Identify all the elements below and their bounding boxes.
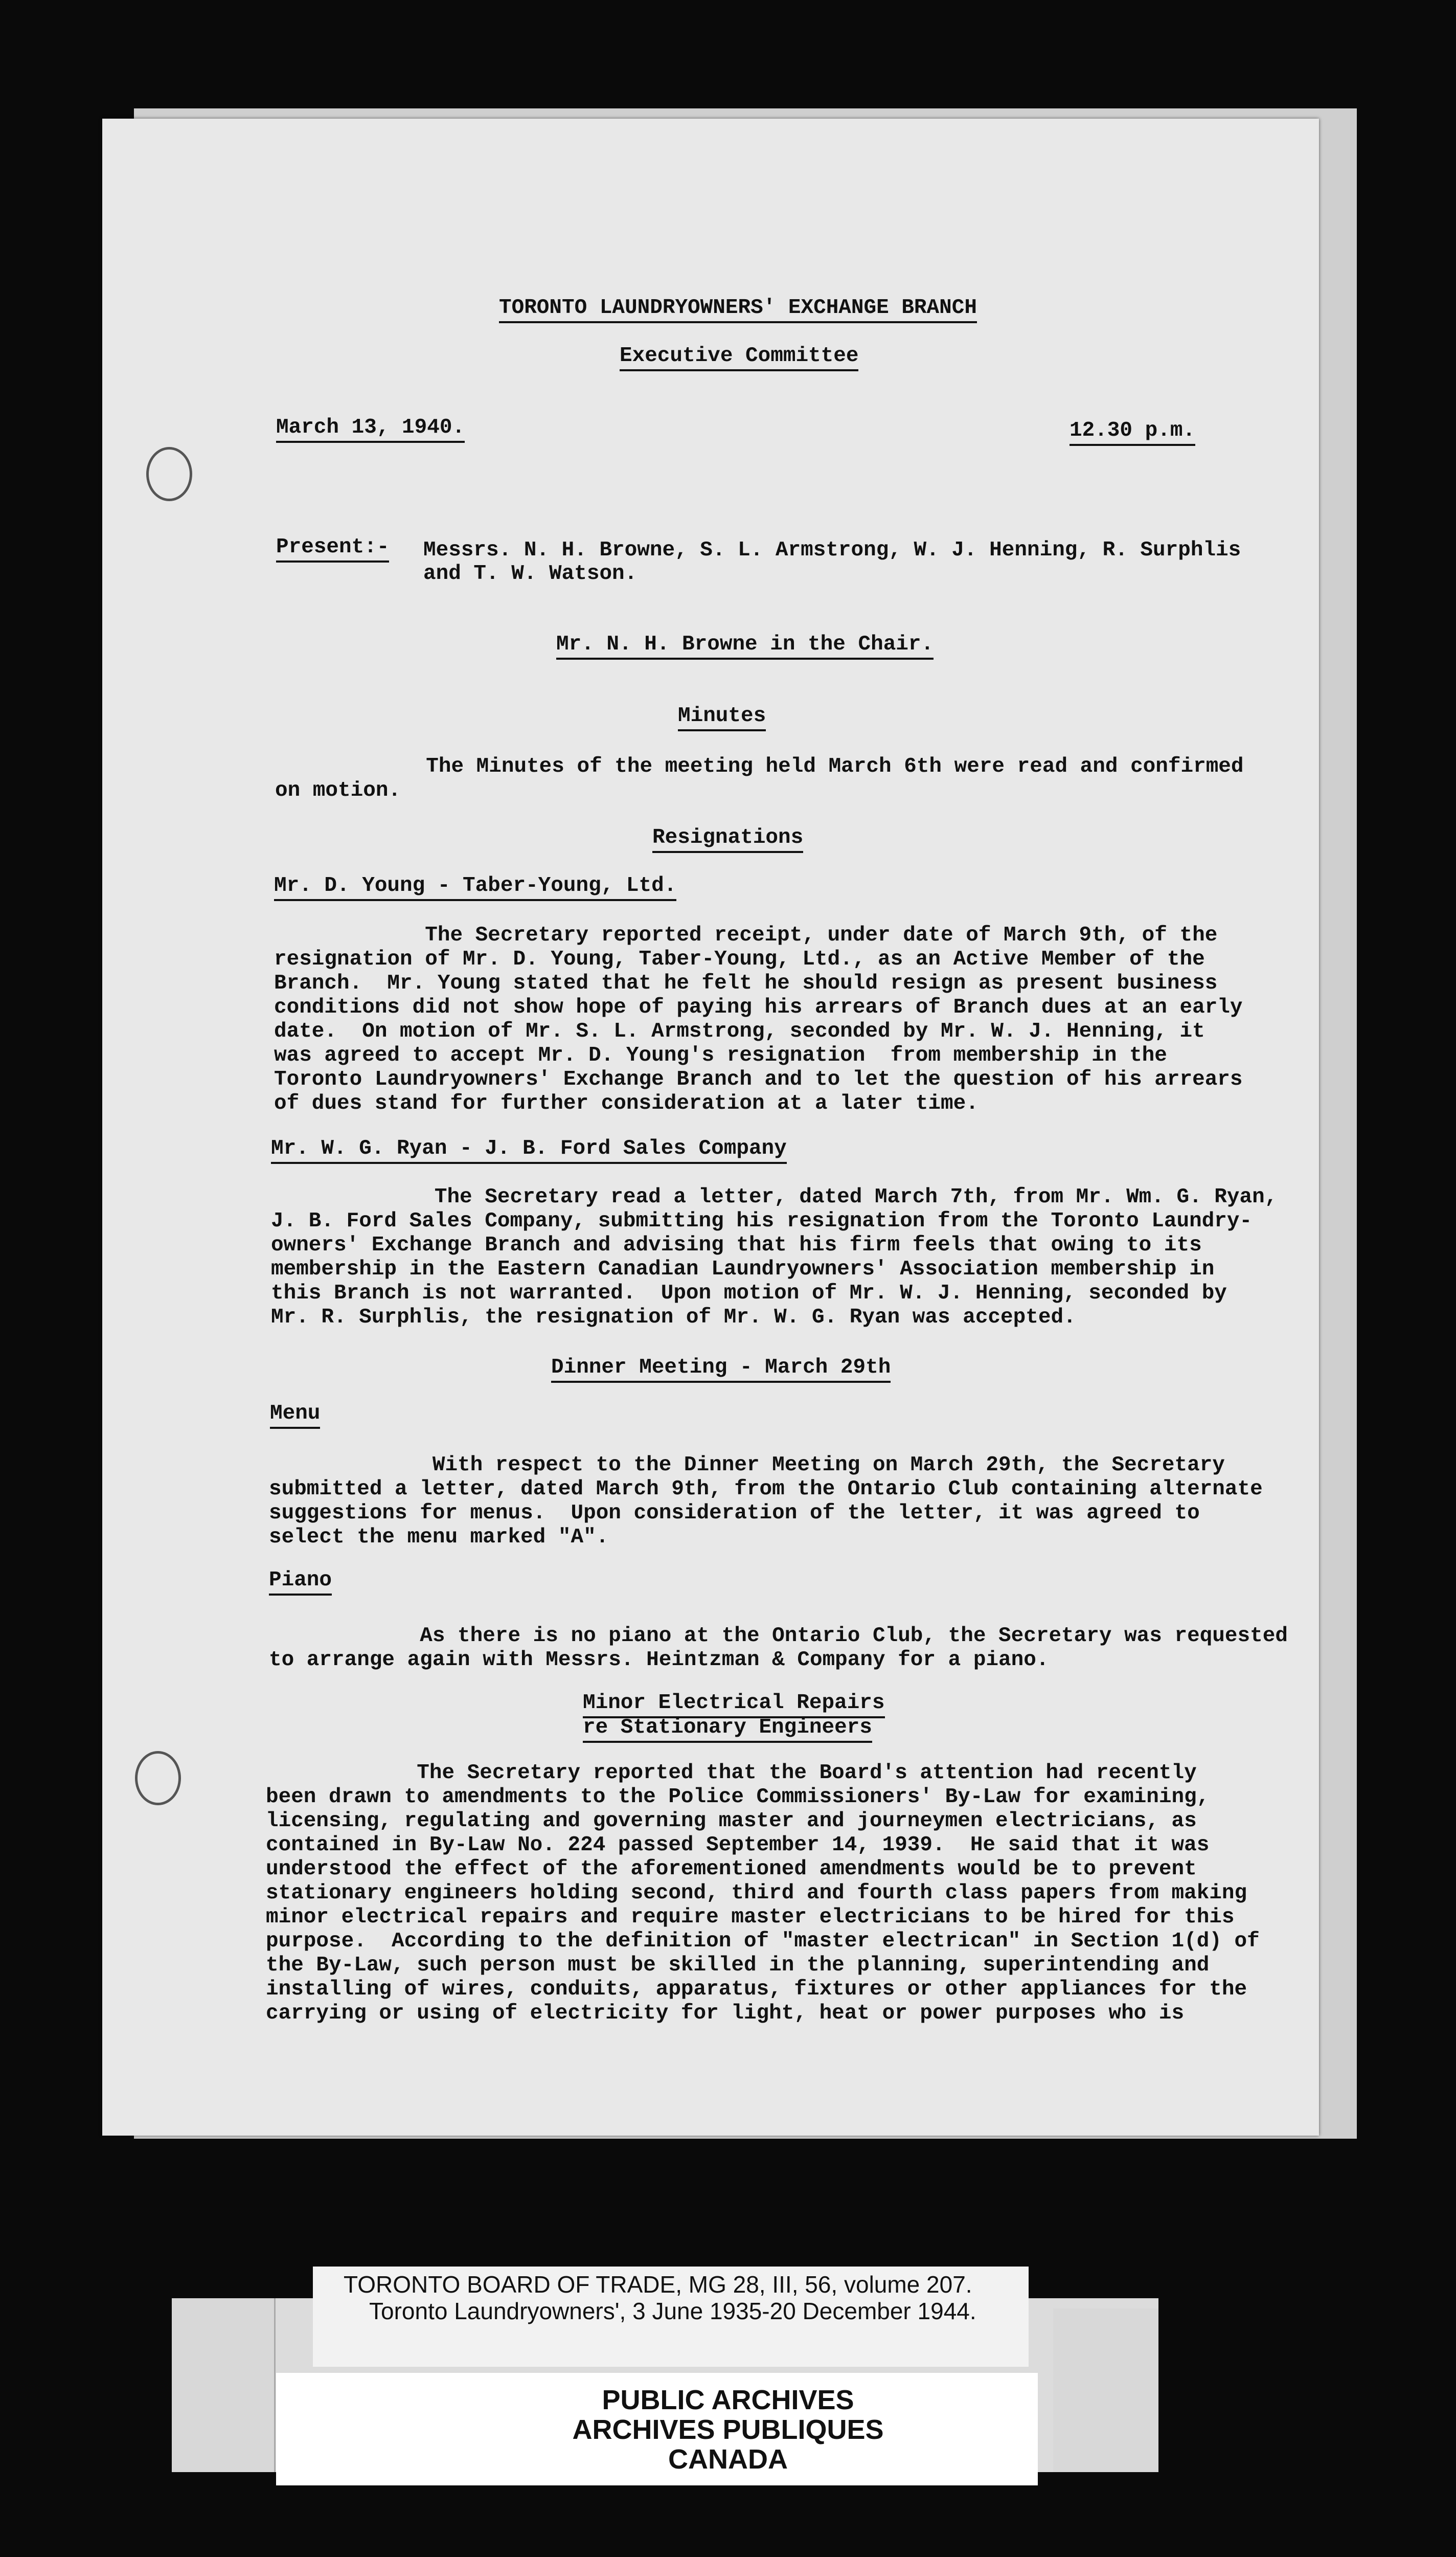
electrical-heading: Minor Electrical Repairs bbox=[583, 1691, 885, 1718]
punch-hole-top bbox=[146, 447, 192, 501]
electrical-paragraph: The Secretary reported that the Board's attention had recently been drawn to amendments to the Police Commissioners' By-Law for examining, licensing, regulating and governing master and journeymen electricians, as contained in By-Law No. 224 passed September 14, 1939. He said that it was understood the effect of the aforementioned amendments would be to prevent stationary engineers holding second, third and fourth class papers from making minor electrical repairs and require master electricians to be hired for this purpose. According to the definition of "master electrican" in Section 1(d) of the By-Law, such person must be skilled in the planning, superintending and installing of wires, conduits, apparatus, fixtures or other appliances for the carrying or using of electricity for light, heat or power purposes who is bbox=[266, 1761, 1260, 2025]
archive-reference-line2: Toronto Laundryowners', 3 June 1935-20 December 1944. bbox=[369, 2298, 976, 2324]
archive-label-left-tab bbox=[172, 2298, 276, 2472]
ryan-heading: Mr. W. G. Ryan - J. B. Ford Sales Company bbox=[271, 1136, 787, 1164]
punch-hole-bottom bbox=[135, 1751, 181, 1805]
archive-reference-line1: TORONTO BOARD OF TRADE, MG 28, III, 56, volume 207. bbox=[344, 2271, 972, 2298]
young-paragraph: The Secretary reported receipt, under date of March 9th, of the resignation of Mr. D. Young, Taber-Young, Ltd., as an Active Member of the Branch. Mr. Young stated that he felt he should resign as present business conditions did not show hope of paying his arrears of Branch dues at an early date. On motion of Mr. S. L. Armstrong, seconded by Mr. W. J. Henning, it was agreed to accept Mr. D. Young's resignation from membership in the Toronto Laundryowners' Exchange Branch and to let the question of his arrears of dues stand for further consideration at a later time. bbox=[274, 924, 1243, 1115]
meeting-date: March 13, 1940. bbox=[276, 415, 465, 443]
resignations-heading: Resignations bbox=[652, 825, 803, 853]
menu-heading: Menu bbox=[270, 1401, 320, 1429]
minutes-paragraph: The Minutes of the meeting held March 6th were read and confirmed on motion. bbox=[275, 755, 1244, 802]
electrical-subheading: re Stationary Engineers bbox=[583, 1715, 872, 1743]
minutes-heading: Minutes bbox=[678, 704, 766, 731]
young-heading: Mr. D. Young - Taber-Young, Ltd. bbox=[274, 873, 676, 901]
archive-label-right-tab bbox=[1053, 2308, 1158, 2472]
menu-paragraph: With respect to the Dinner Meeting on March 29th, the Secretary submitted a letter, dated March 9th, from the Ontario Club containing alternate suggestions for menus. Upon consideration of the letter, it was agreed to select the menu marked "A". bbox=[269, 1453, 1263, 1549]
document-subheading: Executive Committee bbox=[620, 344, 858, 371]
archive-stamp-line1: PUBLIC ARCHIVES bbox=[602, 2385, 854, 2415]
piano-paragraph: As there is no piano at the Ontario Club, the Secretary was requested to arrange again with Messrs. Heintzman & Company for a piano. bbox=[269, 1624, 1288, 1672]
chair-line: Mr. N. H. Browne in the Chair. bbox=[556, 632, 934, 660]
present-label: Present:- bbox=[276, 535, 389, 563]
piano-heading: Piano bbox=[269, 1568, 332, 1596]
present-names-cont: and T. W. Watson. bbox=[423, 562, 638, 586]
meeting-time: 12.30 p.m. bbox=[1070, 418, 1195, 446]
dinner-heading: Dinner Meeting - March 29th bbox=[551, 1355, 891, 1383]
ryan-paragraph: The Secretary read a letter, dated March 7th, from Mr. Wm. G. Ryan, J. B. Ford Sales Company, submitting his resignation from the Toronto Laundry- owners' Exchange Branch and advising that his firm feels that owing to its membership in the Eastern Canadian Laundryowners' Association membership in this Branch is not warranted. Upon motion of Mr. W. J. Henning, seconded by Mr. R. Surphlis, the resignation of Mr. W. G. Ryan was accepted. bbox=[271, 1185, 1278, 1329]
archive-stamp-line3: CANADA bbox=[668, 2444, 788, 2475]
present-names: Messrs. N. H. Browne, S. L. Armstrong, W. J. Henning, R. Surphlis bbox=[423, 539, 1241, 562]
document-heading: TORONTO LAUNDRYOWNERS' EXCHANGE BRANCH bbox=[499, 296, 977, 323]
archive-stamp-line2: ARCHIVES PUBLIQUES bbox=[572, 2414, 884, 2445]
